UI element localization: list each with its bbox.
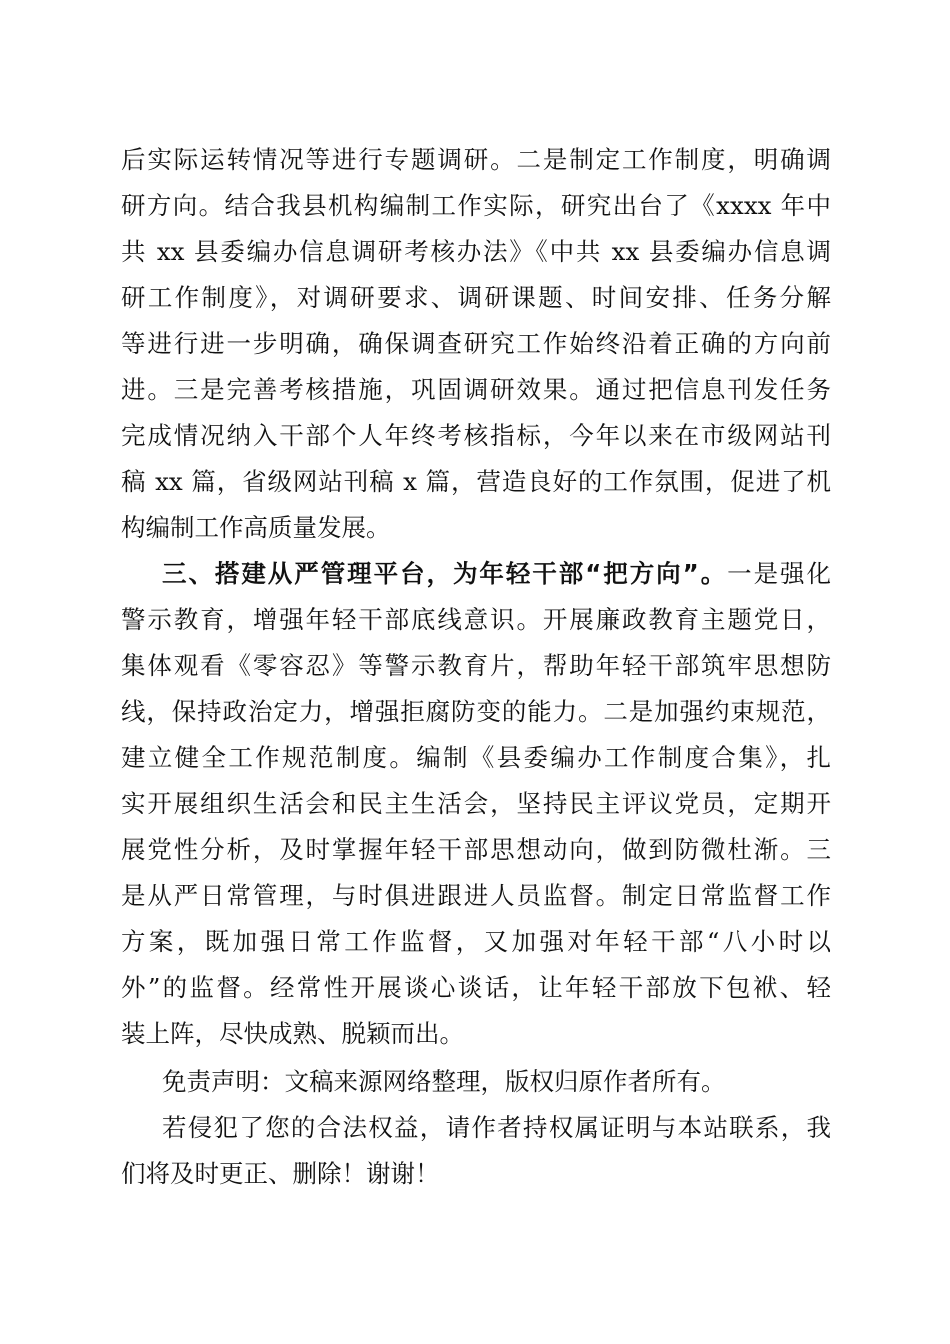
paragraph-line: 等进行进一步明确，确保调查研究工作始终沿着正确的方向前 xyxy=(121,329,831,358)
paragraph-line: 方案，既加强日常工作监督，又加强对年轻干部“八小时以 xyxy=(121,927,831,956)
disclaimer-line: 若侵犯了您的合法权益，请作者持权属证明与本站联系，我 xyxy=(162,1113,831,1142)
paragraph-line: 外”的监督。经常性开展谈心谈话，让年轻干部放下包袱、轻 xyxy=(121,973,831,1002)
paragraph-line: 集体观看《零容忍》等警示教育片，帮助年轻干部筑牢思想防 xyxy=(121,651,831,680)
paragraph-line: 研方向。结合我县机构编制工作实际，研究出台了《xxxx 年中 xyxy=(121,191,831,220)
disclaimer-line: 免责声明：文稿来源网络整理，版权归原作者所有。 xyxy=(162,1067,726,1096)
paragraph-line: 线，保持政治定力，增强拒腐防变的能力。二是加强约束规范， xyxy=(121,697,831,726)
paragraph-line: 展党性分析，及时掌握年轻干部思想动向，做到防微杜渐。三 xyxy=(121,835,831,864)
paragraph-line: 警示教育，增强年轻干部底线意识。开展廉政教育主题党日， xyxy=(121,605,831,634)
paragraph-line: 完成情况纳入干部个人年终考核指标，今年以来在市级网站刊 xyxy=(121,421,831,450)
paragraph-line: 进。三是完善考核措施，巩固调研效果。通过把信息刊发任务 xyxy=(121,375,831,404)
section-heading-rest: 一是强化 xyxy=(727,559,832,588)
paragraph-line: 装上阵，尽快成熟、脱颖而出。 xyxy=(121,1019,464,1048)
section-heading-line xyxy=(162,551,831,597)
paragraph-line: 稿 xx 篇，省级网站刊稿 x 篇，营造良好的工作氛围，促进了机 xyxy=(121,467,831,496)
paragraph-line: 共 xx 县委编办信息调研考核办法》《中共 xx 县委编办信息调 xyxy=(121,237,831,266)
paragraph-line: 构编制工作高质量发展。 xyxy=(121,513,391,542)
section-heading: 三、搭建从严管理平台，为年轻干部“把方向”。 xyxy=(162,559,728,588)
paragraph-line: 研工作制度》，对调研要求、调研课题、时间安排、任务分解 xyxy=(121,283,831,312)
paragraph-line: 后实际运转情况等进行专题调研。二是制定工作制度，明确调 xyxy=(121,145,831,174)
paragraph-line: 建立健全工作规范制度。编制《县委编办工作制度合集》，扎 xyxy=(121,743,831,772)
paragraph-line: 是从严日常管理，与时俱进跟进人员监督。制定日常监督工作 xyxy=(121,881,831,910)
paragraph-line: 实开展组织生活会和民主生活会，坚持民主评议党员，定期开 xyxy=(121,789,831,818)
disclaimer-line: 们将及时更正、删除！谢谢！ xyxy=(121,1159,440,1188)
